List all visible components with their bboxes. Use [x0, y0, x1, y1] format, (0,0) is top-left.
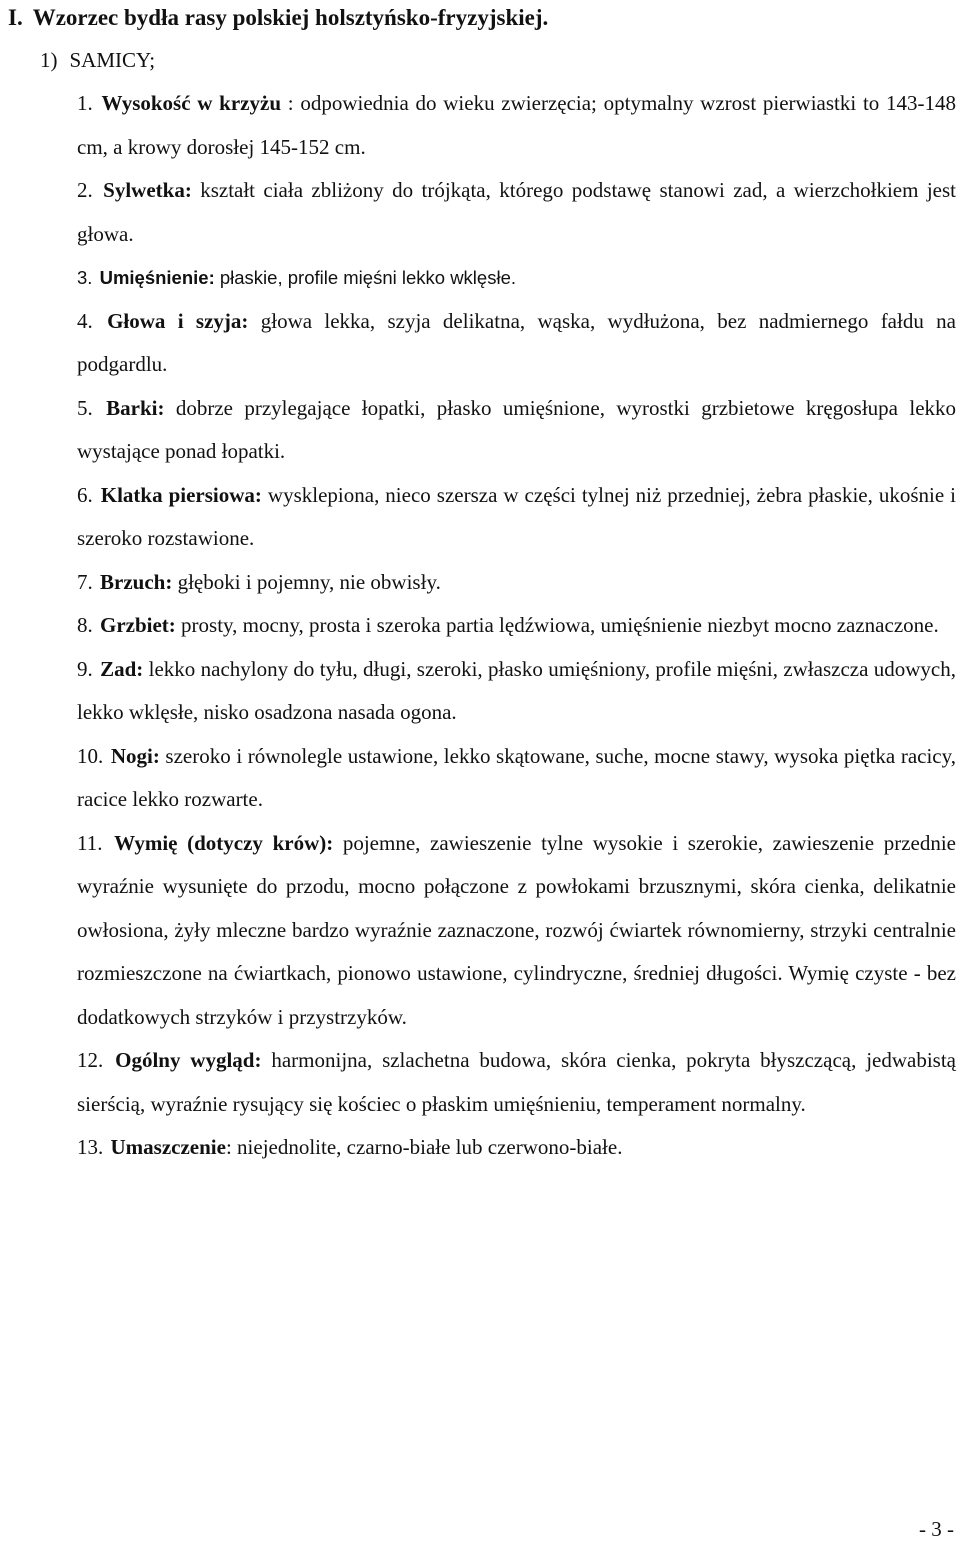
item-number: 2. [77, 178, 93, 202]
subheading-title: SAMICY; [69, 48, 156, 72]
item-term: Ogólny wygląd: [115, 1048, 262, 1072]
standard-items-list [77, 82, 956, 1170]
item-term: Wysokość w krzyżu [101, 91, 282, 115]
item-term: Głowa i szyja: [107, 308, 249, 333]
list-item-umiesnienie [77, 256, 956, 300]
item-term: Zad: [100, 656, 144, 681]
subheading-number: 1) [40, 48, 58, 72]
item-term: Wymię (dotyczy krów): [114, 830, 334, 855]
item-number: 11. [77, 830, 103, 855]
item-body: dobrze przylegające łopatki, płasko umięśnione, wyrostki grzbietowe kręgosłupa lekko wystające ponad łopatki. [77, 395, 957, 463]
item-term: Brzuch: [100, 569, 173, 594]
item-term: Nogi: [110, 743, 160, 768]
item-number: 8. [77, 613, 93, 637]
item-term: Grzbiet: [100, 613, 176, 637]
item-number: 12. [77, 1048, 104, 1072]
list-item-ogolny-wyglad [77, 1039, 956, 1126]
list-item-wysokosc [77, 82, 956, 169]
page-number: - 3 - [919, 1517, 954, 1541]
item-body: prosty, mocny, prosta i szeroka partia lędźwiowa, umięśnienie niezbyt mocno zaznaczone. [175, 613, 939, 637]
item-term: Barki: [106, 395, 165, 420]
item-number: 9. [77, 656, 93, 681]
list-item-brzuch [77, 561, 956, 605]
list-item-klatka [77, 474, 956, 561]
item-number: 13. [77, 1135, 104, 1159]
list-item-nogi [77, 735, 956, 822]
item-term: Umaszczenie [110, 1135, 226, 1159]
item-term: Umięśnienie: [99, 267, 215, 288]
list-item-umaszczenie [77, 1126, 956, 1170]
item-number: 4. [77, 308, 93, 333]
item-number: 1. [77, 91, 93, 115]
list-item-glowa-szyja [77, 300, 956, 387]
item-body: głowa lekka, szyja delikatna, wąska, wydłużona, bez nadmiernego fałdu na podgardlu. [77, 308, 956, 376]
heading-title: Wzorzec bydła rasy polskiej holsztyńsko-fryzyjskiej. [32, 5, 549, 30]
list-item-zad [77, 648, 956, 735]
item-body: lekko nachylony do tyłu, długi, szeroki, płasko umięśniony, profile mięśni, zwłaszcza udowych, lekko wklęsłe, nisko osadzona nasada ogona. [77, 656, 956, 724]
item-body: pojemne, zawieszenie tylne wysokie i szerokie, zawieszenie przednie wyraźnie wysunięte do przodu, mocno połączone z powłokami brzusznymi, skóra cienka, delikatnie owłosiona, żyły mleczne bardzo wyraźnie zaznaczone, rozwój ćwiartek równomierny, strzyki centralnie rozmieszczone na ćwiartkach, pionowo ustawione, cylindryczne, średniej długości. Wymię czyste - bez dodatkowych strzyków i przystrzyków. [77, 830, 957, 1029]
item-term: Klatka piersiowa: [100, 482, 262, 507]
item-number: 10. [77, 743, 104, 768]
list-item-grzbiet [77, 604, 956, 648]
list-item-wymie [77, 822, 956, 1040]
item-body: szeroko i równolegle ustawione, lekko skątowane, suche, mocne stawy, wysoka piętka racicy, racice lekko rozwarte. [77, 743, 956, 811]
section-subheading [40, 42, 155, 78]
item-body: wysklepiona, nieco szersza w części tylnej niż przedniej, żebra płaskie, ukośnie i szeroko rozstawione. [77, 482, 957, 550]
item-body: płaskie, profile mięśni lekko wklęsłe. [214, 267, 516, 288]
document-heading [8, 0, 548, 36]
item-body: harmonijna, szlachetna budowa, skóra cienka, pokryta błyszczącą, jedwabistą sierścią, wyraźnie rysujący się kościec o płaskim umięśnieniu, temperament normalny. [77, 1048, 956, 1116]
item-number: 5. [77, 395, 93, 420]
item-number: 6. [77, 482, 93, 507]
list-item-sylwetka [77, 169, 956, 256]
item-number: 3. [77, 267, 93, 288]
heading-number: I. [8, 5, 23, 30]
item-term: Sylwetka: [103, 178, 192, 202]
item-body: kształt ciała zbliżony do trójkąta, którego podstawę stanowi zad, a wierzchołkiem jest głowa. [77, 178, 957, 246]
item-body: głęboki i pojemny, nie obwisły. [172, 569, 441, 594]
item-body: : odpowiednia do wieku zwierzęcia; optymalny wzrost pierwiastki to 143-148 cm, a krowy dorosłej 145-152 cm. [77, 91, 957, 159]
item-number: 7. [77, 569, 93, 594]
item-body: : niejednolite, czarno-białe lub czerwono-białe. [225, 1135, 623, 1159]
list-item-barki [77, 387, 956, 474]
